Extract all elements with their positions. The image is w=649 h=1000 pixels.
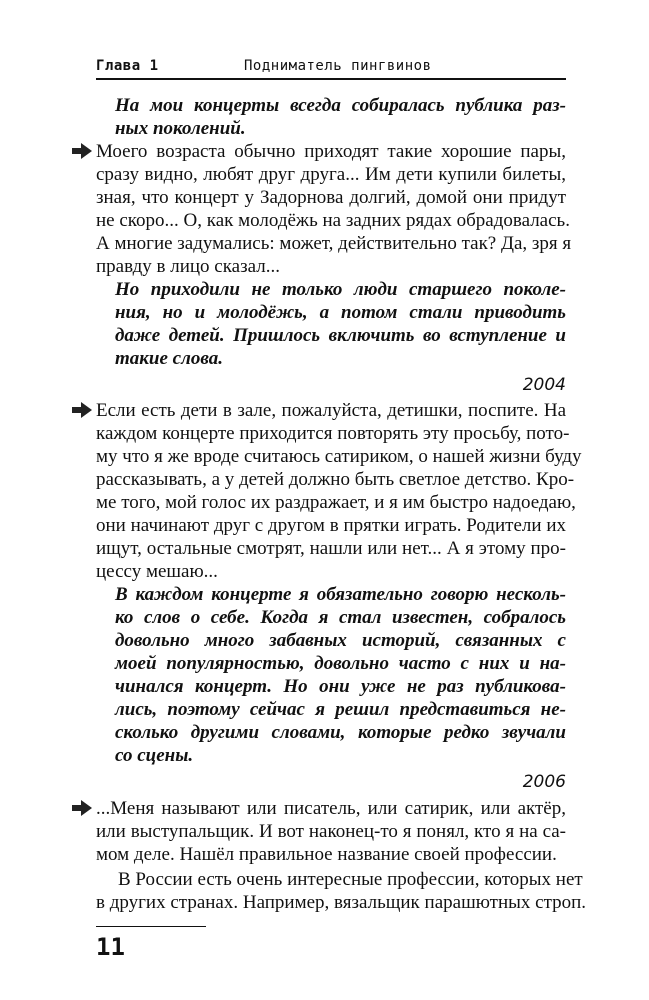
chapter-label: Глава 1 xyxy=(96,58,159,74)
body-text-line: сразу видно, любят друг друга... Им дети купили билеты, xyxy=(96,164,566,185)
footer-rule xyxy=(96,926,206,927)
body-text-line: ищут, остальные смотрят, нашли или нет... А я этому про- xyxy=(96,538,566,559)
body-text-line: цессу мешаю... xyxy=(96,561,218,582)
body-text-line: А многие задумались: может, действительно так? Да, зря я xyxy=(96,233,572,254)
arrow-right-icon xyxy=(72,800,92,816)
body-text-line: му что я же вроде считаюсь сатириком, о нашей жизни буду xyxy=(96,446,582,467)
arrow-right-icon xyxy=(72,402,92,418)
running-header xyxy=(96,56,566,78)
quote-line: моей популярностью, довольно часто с них и на- xyxy=(115,653,566,674)
body-text-line: каждом концерте приходится повторять эту просьбу, пото- xyxy=(96,423,570,444)
arrow-right-icon xyxy=(72,143,92,159)
body-text-line: рассказывать, а у детей должно быть светлое детство. Кро- xyxy=(96,469,575,490)
quote-line: лись, поэтому сейчас я решил представиться не- xyxy=(115,699,566,720)
page-number: 11 xyxy=(96,933,125,961)
body-text-line: они начинают друг с другом в прятки играть. Родители их xyxy=(96,515,566,536)
quote-line: со сцены. xyxy=(115,745,194,766)
body-text-line: ...Меня называют или писатель, или сатирик, или актёр, xyxy=(96,798,566,819)
body-text-line: В России есть очень интересные профессии, которых нет xyxy=(118,869,583,890)
quote-line: такие слова. xyxy=(115,348,223,369)
quote-line: ния, но и молодёжь, а потом стали приводить xyxy=(115,302,566,323)
quote-line: ко слов о себе. Когда я стал известен, собралось xyxy=(115,607,566,628)
quote-line: ных поколений. xyxy=(115,118,246,139)
body-text-line: или выступальщик. И вот наконец-то я понял, кто я на са- xyxy=(96,821,566,842)
body-text-line: Если есть дети в зале, пожалуйста, детишки, поспите. На xyxy=(96,400,566,421)
header-rule xyxy=(96,78,566,80)
quote-line: даже детей. Пришлось включить во вступление и xyxy=(115,325,566,346)
quote-line: чинался концерт. Но они уже не раз публикова- xyxy=(115,676,566,697)
quote-line: сколько другими словами, которые редко звучали xyxy=(115,722,566,743)
quote-line: довольно много забавных историй, связанных с xyxy=(115,630,566,651)
quote-line: Но приходили не только люди старшего поколе- xyxy=(115,279,566,300)
body-text-line: ме того, мой голос их раздражает, и я им быстро надоедаю, xyxy=(96,492,576,513)
year-label: 2006 xyxy=(522,772,566,792)
body-text-line: в других странах. Например, вязальщик парашютных строп. xyxy=(96,892,587,913)
year-label: 2004 xyxy=(522,375,566,395)
body-text-line: Моего возраста обычно приходят такие хорошие пары, xyxy=(96,141,566,162)
body-text-line: мом деле. Нашёл правильное название своей профессии. xyxy=(96,844,557,865)
body-text-line: правду в лицо сказал... xyxy=(96,256,280,277)
running-title: Подниматель пингвинов xyxy=(244,58,432,74)
body-text-line: зная, что концерт у Задорнова долгий, домой они придут xyxy=(96,187,566,208)
quote-line: В каждом концерте я обязательно говорю несколь- xyxy=(115,584,566,605)
quote-line: На мои концерты всегда собиралась публика раз- xyxy=(115,95,566,116)
body-text-line: не скоро... О, как молодёжь на задних рядах обрадовалась. xyxy=(96,210,570,231)
